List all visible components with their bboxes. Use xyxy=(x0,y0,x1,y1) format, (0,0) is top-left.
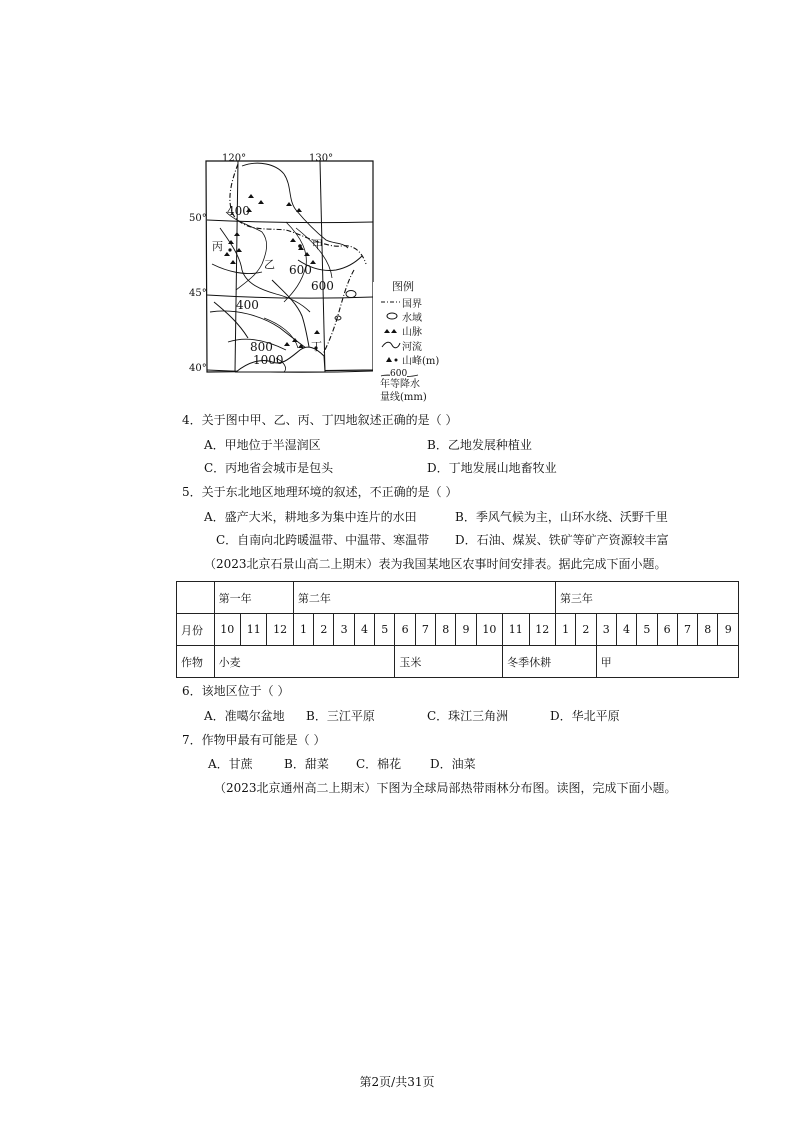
q4-option-a: A．甲地位于半湿润区 xyxy=(204,438,321,452)
mountain-symbol-icon xyxy=(384,329,397,333)
crop-jia: 甲 xyxy=(596,646,738,678)
crop-header: 作物 xyxy=(177,646,215,678)
isoline-label-400-south: 400 xyxy=(236,298,259,312)
peak-symbol-icon xyxy=(386,357,392,362)
river-symbol-icon xyxy=(382,342,400,348)
q6-option-b: B．三江平原 xyxy=(306,709,375,723)
q5-stem: 5．关于东北地区地理环境的叙述，不正确的是（ ） xyxy=(182,485,458,499)
month-cell: 1 xyxy=(555,614,575,646)
month-cell: 3 xyxy=(596,614,616,646)
longitude-label-120: 120° xyxy=(222,153,247,164)
month-cell: 11 xyxy=(241,614,267,646)
crop-winter-fallow: 冬季休耕 xyxy=(503,646,596,678)
q7-option-d: D．油菜 xyxy=(430,757,476,771)
legend-peak: 山峰(m) xyxy=(402,356,440,367)
month-cell: 9 xyxy=(456,614,476,646)
table-row-months xyxy=(177,614,739,646)
month-cell: 7 xyxy=(677,614,697,646)
q5-option-b: B．季风气候为主，山环水绕、沃野千里 xyxy=(455,510,668,524)
q5-option-a: A．盛产大米，耕地多为集中连片的水田 xyxy=(204,510,417,524)
month-cell: 2 xyxy=(314,614,334,646)
latitude-label-40: 40° xyxy=(189,363,207,374)
year-3-header: 第三年 xyxy=(555,582,738,614)
isoline-label-400: 400 xyxy=(227,204,250,218)
q4-stem: 4．关于图中甲、乙、丙、丁四地叙述正确的是（ ） xyxy=(182,413,458,427)
isoline-label-600-east: 600 xyxy=(311,279,334,293)
map-legend xyxy=(380,280,450,402)
month-cell: 7 xyxy=(415,614,435,646)
year-1-header: 第一年 xyxy=(214,582,293,614)
month-cell: 6 xyxy=(657,614,677,646)
month-cell: 8 xyxy=(698,614,718,646)
place-yi: 乙 xyxy=(264,258,275,271)
year-2-header: 第二年 xyxy=(293,582,555,614)
month-cell: 9 xyxy=(718,614,739,646)
q4-option-b: B．乙地发展种植业 xyxy=(427,438,532,452)
latitude-label-45: 45° xyxy=(189,288,207,299)
legend-river: 河流 xyxy=(402,342,422,353)
isoline-label-800: 800 xyxy=(250,340,273,354)
month-cell: 10 xyxy=(476,614,502,646)
month-header: 月份 xyxy=(177,614,215,646)
month-cell: 6 xyxy=(395,614,415,646)
legend-mountain: 山脉 xyxy=(402,327,422,338)
month-cell: 5 xyxy=(637,614,657,646)
q7-option-c: C．棉花 xyxy=(356,757,402,771)
table-corner-cell xyxy=(177,582,215,614)
month-cell: 12 xyxy=(267,614,293,646)
month-cell: 4 xyxy=(616,614,636,646)
q5-option-c: C．自南向北跨暖温带、中温带、寒温带 xyxy=(216,533,430,547)
month-cell: 4 xyxy=(354,614,374,646)
intro-shijingshan: （2023北京石景山高二上期末）表为我国某地区农事时间安排表。据此完成下面小题。 xyxy=(204,557,667,571)
legend-symbols xyxy=(380,297,402,371)
month-cell: 5 xyxy=(375,614,395,646)
q6-option-a: A．准噶尔盆地 xyxy=(204,709,285,723)
crop-corn: 玉米 xyxy=(395,646,503,678)
month-cell: 10 xyxy=(214,614,240,646)
legend-border: 国界 xyxy=(402,299,422,310)
legend-title: 图例 xyxy=(392,280,414,293)
place-ding: 丁 xyxy=(311,340,322,353)
latitude-label-50: 50° xyxy=(189,213,207,224)
month-cell: 3 xyxy=(334,614,354,646)
q4-option-c: C．丙地省会城市是包头 xyxy=(204,461,334,475)
q4-option-d: D．丁地发展山地畜牧业 xyxy=(427,461,557,475)
month-cell: 12 xyxy=(529,614,555,646)
intro-tongzhou: （2023北京通州高二上期末）下图为全球局部热带雨林分布图。读图，完成下面小题。 xyxy=(214,781,677,795)
isoline-label-600: 600 xyxy=(289,263,312,277)
month-cell: 8 xyxy=(436,614,456,646)
legend-isoline-label-2: 量线(mm) xyxy=(380,392,427,403)
q6-option-c: C．珠江三角洲 xyxy=(427,709,509,723)
month-cell: 11 xyxy=(503,614,529,646)
q6-stem: 6．该地区位于（ ） xyxy=(182,684,290,698)
farming-schedule-table xyxy=(176,581,739,678)
q7-stem: 7．作物甲最有可能是（ ） xyxy=(182,733,326,747)
legend-isoline-label-1: 年等降水 xyxy=(380,379,420,390)
longitude-label-130: 130° xyxy=(309,153,334,164)
isoline-label-1000: 1000 xyxy=(253,353,284,367)
month-cell: 2 xyxy=(576,614,596,646)
legend-water: 水域 xyxy=(402,313,422,324)
legend-isoline-sample: 600 xyxy=(390,369,408,379)
table-row-years xyxy=(177,582,739,614)
month-cell: 1 xyxy=(293,614,313,646)
crop-wheat: 小麦 xyxy=(214,646,395,678)
q5-option-d: D．石油、煤炭、铁矿等矿产资源较丰富 xyxy=(455,533,669,547)
q7-option-b: B．甜菜 xyxy=(284,757,329,771)
place-jia: 甲 xyxy=(312,238,323,251)
place-bing: 丙 xyxy=(212,240,223,253)
page-number: 第2页/共31页 xyxy=(359,1075,435,1089)
q7-option-a: A．甘蔗 xyxy=(208,757,253,771)
water-symbol-icon xyxy=(387,313,397,319)
q6-option-d: D．华北平原 xyxy=(550,709,620,723)
table-row-crops xyxy=(177,646,739,678)
